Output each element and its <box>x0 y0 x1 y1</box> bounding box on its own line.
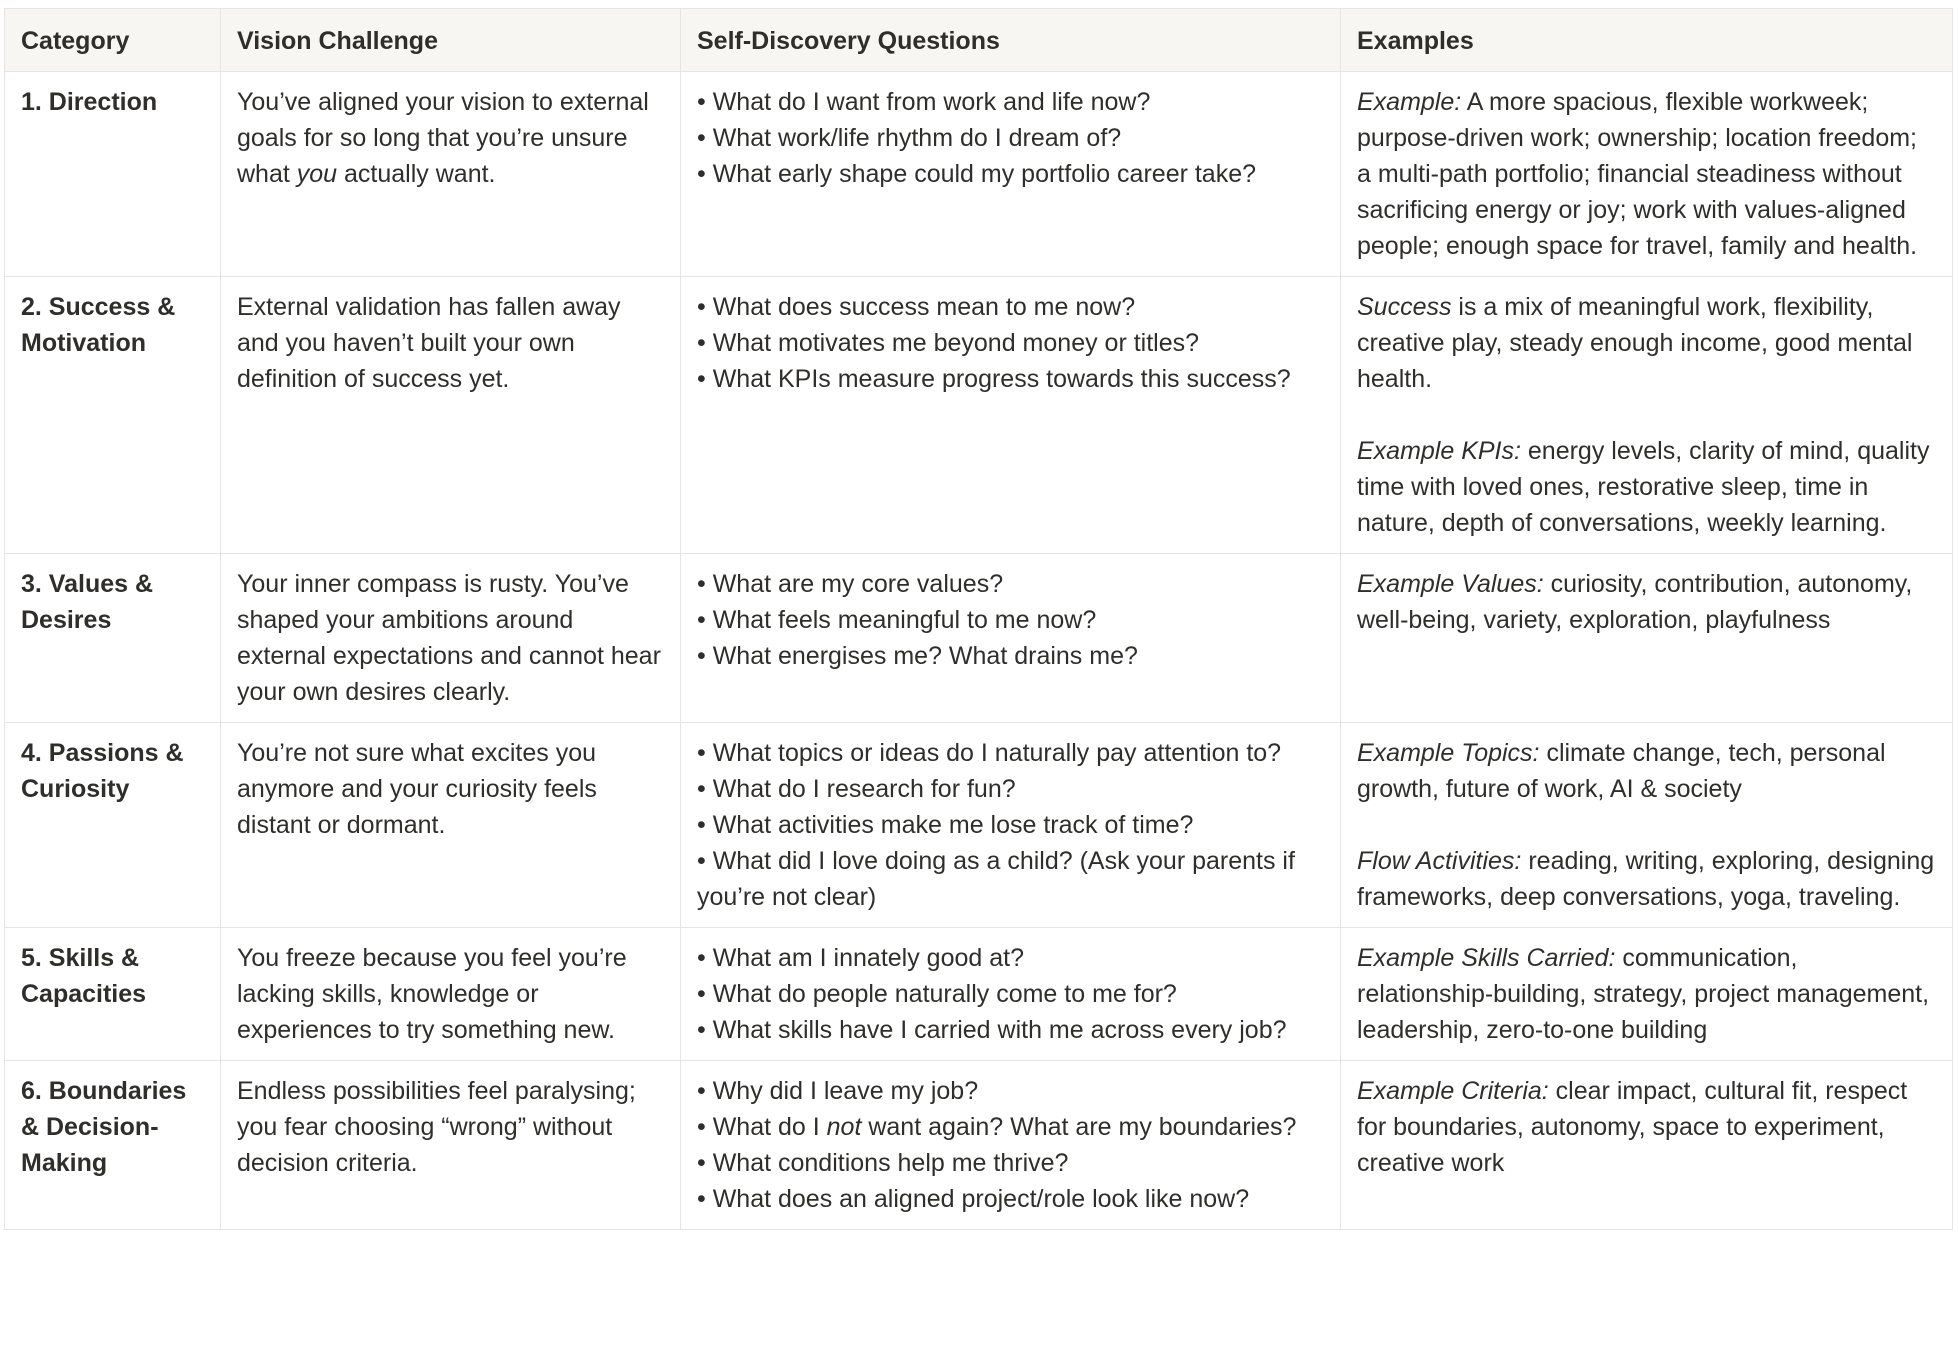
emphasis-text: Example Values: <box>1357 570 1544 598</box>
text-run: • What skills have I carried with me across every job? <box>697 1016 1287 1044</box>
emphasis-text: you <box>296 160 338 188</box>
category-cell: 3. Values & Desires <box>5 554 221 723</box>
questions-cell <box>681 928 1341 1061</box>
text-run: • What early shape could my portfolio career take? <box>697 160 1257 188</box>
text-run: • What are my core values? <box>697 570 1004 598</box>
question-item <box>697 843 1324 915</box>
category-cell: 1. Direction <box>5 72 221 277</box>
text-run: is a mix of meaningful work, flexibility, creative play, steady enough income, good mental health. <box>1357 293 1913 393</box>
text-run: • What do I research for fun? <box>697 775 1016 803</box>
challenge-cell <box>221 928 681 1061</box>
challenge-cell <box>221 1061 681 1230</box>
examples-cell <box>1341 1061 1953 1230</box>
example-paragraph <box>1357 433 1936 541</box>
header-examples: Examples <box>1341 9 1953 72</box>
emphasis-text: Example: <box>1357 88 1462 116</box>
text-run: External validation has fallen away and you haven’t built your own definition of success yet. <box>237 293 621 393</box>
emphasis-text: Success <box>1357 293 1452 321</box>
table-row <box>5 72 1953 277</box>
text-run: • What energises me? What drains me? <box>697 642 1138 670</box>
table-row <box>5 554 1953 723</box>
text-run: reading, writing, exploring, designing frameworks, deep conversations, yoga, traveling. <box>1357 847 1935 911</box>
text-run: energy levels, clarity of mind, quality time with loved ones, restorative sleep, time in nature, depth of conversations, weekly learning. <box>1357 437 1930 537</box>
example-paragraph <box>1357 735 1936 807</box>
question-item <box>697 1181 1324 1217</box>
question-item <box>697 361 1324 397</box>
text-run: • What motivates me beyond money or titles? <box>697 329 1200 357</box>
text-run: actually want. <box>337 160 496 188</box>
example-paragraph <box>1357 566 1936 638</box>
category-cell: 6. Boundaries & Decision-Making <box>5 1061 221 1230</box>
category-cell: 4. Passions & Curiosity <box>5 723 221 928</box>
challenge-cell <box>221 277 681 554</box>
text-run: • What feels meaningful to me now? <box>697 606 1097 634</box>
header-category: Category <box>5 9 221 72</box>
table-row <box>5 277 1953 554</box>
question-item <box>697 1145 1324 1181</box>
question-item <box>697 156 1324 192</box>
text-run: You’re not sure what excites you anymore and your curiosity feels distant or dormant. <box>237 739 597 839</box>
text-run: • What do I want from work and life now? <box>697 88 1151 116</box>
emphasis-text: Example KPIs: <box>1357 437 1521 465</box>
text-run: want again? What are my boundaries? <box>861 1113 1297 1141</box>
examples-cell <box>1341 928 1953 1061</box>
example-paragraph <box>1357 1073 1936 1181</box>
question-item <box>697 940 1324 976</box>
examples-cell <box>1341 723 1953 928</box>
header-self-discovery-questions: Self-Discovery Questions <box>681 9 1341 72</box>
text-run: • What topics or ideas do I naturally pay attention to? <box>697 739 1282 767</box>
header-vision-challenge: Vision Challenge <box>221 9 681 72</box>
text-run: communication, relationship-building, strategy, project management, leadership, zero-to-one building <box>1357 944 1930 1044</box>
emphasis-text: not <box>826 1113 862 1141</box>
text-run: A more spacious, flexible workweek; purpose-driven work; ownership; location freedom; a multi-path portfolio; financial steadiness without sacrificing energy or joy; work with values-aligned people; enough space for travel, family and health. <box>1357 88 1918 260</box>
example-paragraph <box>1357 289 1936 397</box>
category-cell: 5. Skills & Capacities <box>5 928 221 1061</box>
examples-cell <box>1341 277 1953 554</box>
question-item <box>697 735 1324 771</box>
question-item <box>697 289 1324 325</box>
example-paragraph <box>1357 843 1936 915</box>
questions-cell <box>681 277 1341 554</box>
text-run: • What am I innately good at? <box>697 944 1024 972</box>
text-run: • What work/life rhythm do I dream of? <box>697 124 1122 152</box>
text-run: • What did I love doing as a child? (Ask your parents if you’re not clear) <box>697 847 1295 911</box>
examples-cell <box>1341 72 1953 277</box>
question-item <box>697 638 1324 674</box>
text-run: • What do people naturally come to me for? <box>697 980 1177 1008</box>
challenge-cell <box>221 723 681 928</box>
question-item <box>697 976 1324 1012</box>
questions-cell <box>681 554 1341 723</box>
text-run: curiosity, contribution, autonomy, well-being, variety, exploration, playfulness <box>1357 570 1913 634</box>
challenge-cell <box>221 554 681 723</box>
category-cell: 2. Success & Motivation <box>5 277 221 554</box>
text-run: • What conditions help me thrive? <box>697 1149 1069 1177</box>
text-run: Endless possibilities feel paralysing; you fear choosing “wrong” without decision criteria. <box>237 1077 636 1177</box>
emphasis-text: Flow Activities: <box>1357 847 1522 875</box>
table-row <box>5 928 1953 1061</box>
question-item <box>697 1012 1324 1048</box>
text-run: • What KPIs measure progress towards this success? <box>697 365 1291 393</box>
question-item <box>697 120 1324 156</box>
text-run: clear impact, cultural fit, respect for boundaries, autonomy, space to experiment, creative work <box>1357 1077 1908 1177</box>
question-item <box>697 1073 1324 1109</box>
question-item <box>697 566 1324 602</box>
questions-cell <box>681 1061 1341 1230</box>
emphasis-text: Example Criteria: <box>1357 1077 1549 1105</box>
text-run: • What does an aligned project/role look like now? <box>697 1185 1250 1213</box>
text-run: You’ve aligned your vision to external goals for so long that you’re unsure what <box>237 88 649 188</box>
text-run: Your inner compass is rusty. You’ve shaped your ambitions around external expectations and cannot hear your own desires clearly. <box>237 570 661 706</box>
example-paragraph <box>1357 940 1936 1048</box>
text-run: • What do I <box>697 1113 827 1141</box>
questions-cell <box>681 72 1341 277</box>
text-run: • What activities make me lose track of time? <box>697 811 1194 839</box>
header-row <box>5 9 1953 72</box>
challenge-cell <box>221 72 681 277</box>
question-item <box>697 1109 1324 1145</box>
emphasis-text: Example Skills Carried: <box>1357 944 1616 972</box>
emphasis-text: Example Topics: <box>1357 739 1540 767</box>
questions-cell <box>681 723 1341 928</box>
self-discovery-table <box>4 8 1953 1230</box>
text-run: • What does success mean to me now? <box>697 293 1136 321</box>
table-row <box>5 723 1953 928</box>
question-item <box>697 771 1324 807</box>
examples-cell <box>1341 554 1953 723</box>
example-paragraph <box>1357 84 1936 264</box>
question-item <box>697 84 1324 120</box>
text-run: • Why did I leave my job? <box>697 1077 979 1105</box>
question-item <box>697 807 1324 843</box>
text-run: climate change, tech, personal growth, future of work, AI & society <box>1357 739 1886 803</box>
text-run: You freeze because you feel you’re lacking skills, knowledge or experiences to try something new. <box>237 944 627 1044</box>
question-item <box>697 325 1324 361</box>
table-row <box>5 1061 1953 1230</box>
question-item <box>697 602 1324 638</box>
